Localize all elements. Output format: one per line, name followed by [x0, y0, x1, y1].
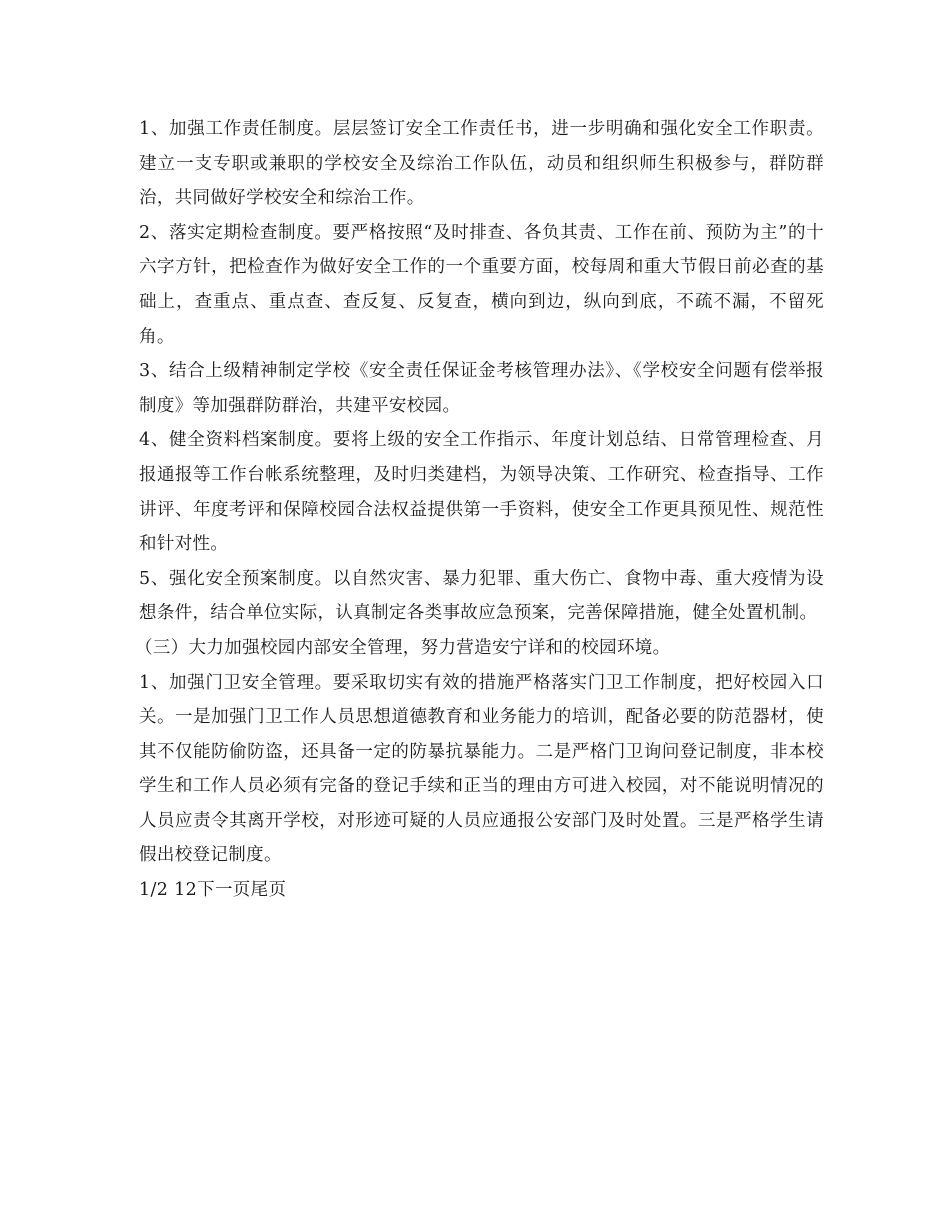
paragraph-superior-spirit: 3、结合上级精神制定学校《安全责任保证金考核管理办法》、《学校安全问题有偿举报制度》等加强群防群治，共建平安校园。 — [139, 361, 824, 416]
next-page-link[interactable]: 下一页 — [197, 880, 251, 901]
paragraph-archive-system: 4、健全资料档案制度。要将上级的安全工作指示、年度计划总结、日常管理检查、月报通报等工作台帐系统整理，及时归类建档，为领导决策、工作研究、检查指导、工作讲评、年度考评和保障校园合法权益提供第一手资料，使安全工作更具预见性、规范性和针对性。 — [139, 430, 824, 555]
paragraph-gate-security: 1、加强门卫安全管理。要采取切实有效的措施严格落实门卫工作制度，把好校园入口关。一是加强门卫工作人员思想道德教育和业务能力的培训，配备必要的防范器材，使其不仅能防偷防盗，还具备一定的防暴抗暴能力。二是严格门卫询问登记制度，非本校学生和工作人员必须有完备的登记手续和正当的理由方可进入校园，对不能说明情况的人员应责令其离开学校，对形迹可疑的人员应通报公安部门及时处置。三是严格学生请假出校登记制度。 — [139, 672, 824, 866]
section-heading: （三）大力加强校园内部安全管理，努力营造安宁详和的校园环境。 — [135, 637, 671, 658]
paragraph-emergency-plan: 5、强化安全预案制度。以自然灾害、暴力犯罪、重大伤亡、食物中毒、重大疫情为设想条件，结合单位实际，认真制定各类事故应急预案，完善保障措施，健全处置机制。 — [139, 568, 824, 624]
page-number-links[interactable]: 12 — [174, 880, 198, 901]
document-body — [135, 112, 824, 908]
paragraph-regular-inspection: 2、落实定期检查制度。要严格按照“及时排查、各负其责、工作在前、预防为主”的十六字方针，把检查作为做好安全工作的一个重要方面，校每周和重大节假日前必查的基础上，查重点、重点查、查反复、反复查，横向到边，纵向到底，不疏不漏，不留死角。 — [139, 222, 824, 347]
last-page-link[interactable]: 尾页 — [250, 880, 287, 901]
pagination — [139, 873, 824, 908]
page-indicator: 1/2 — [139, 880, 169, 901]
paragraph-responsibility-system: 1、加强工作责任制度。层层签订安全工作责任书，进一步明确和强化安全工作职责。建立一支专职或兼职的学校安全及综治工作队伍，动员和组织师生积极参与，群防群治，共同做好学校安全和综治工作。 — [139, 119, 824, 209]
